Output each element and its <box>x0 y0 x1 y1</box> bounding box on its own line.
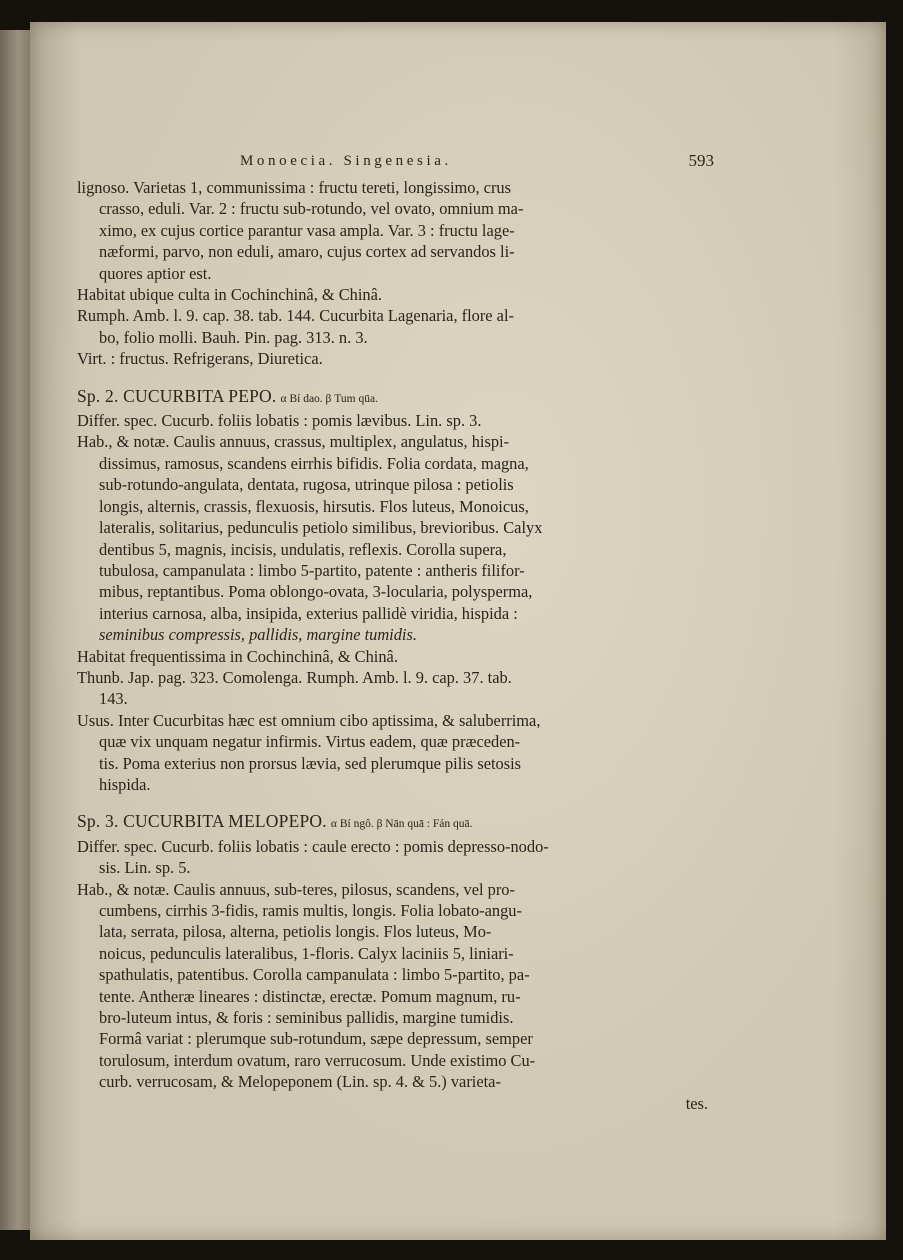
reference-line: bo, folio molli. Bauh. Pin. pag. 313. n. 3. <box>99 327 368 347</box>
species-3-line: noicus, pedunculis lateralibus, 1-floris. Calyx laciniis 5, liniari- <box>99 943 514 963</box>
species-3-line: cumbens, cirrhis 3-fidis, ramis multis, longis. Folia lobato-angu- <box>99 901 522 920</box>
species-3-heading-row <box>77 811 722 835</box>
page-number: 593 <box>688 151 714 170</box>
species-2-usus: quæ vix unquam negatur infirmis. Virtus eadem, quæ præceden- <box>99 732 521 752</box>
reference-line: Rumph. Amb. l. 9. cap. 38. tab. 144. Cucurbita Lagenaria, flore al- <box>77 306 514 326</box>
body-line: quores aptior est. <box>99 263 212 283</box>
page-body <box>77 177 722 1114</box>
body-line: ximo, ex cujus cortice parantur vasa ampla. Var. 3 : fructu lage- <box>99 220 515 240</box>
species-3-heading: Sp. 3. CUCURBITA MELOPEPO. <box>77 811 327 832</box>
species-3-vernacular: α Bí ngô. β Nān quā : Fán quā. <box>330 818 473 831</box>
species-3-line: bro-luteum intus, & foris : seminibus pallidis, margine tumidis. <box>99 1008 514 1028</box>
species-2-line: seminibus compressis, pallidis, margine tumidis. <box>99 625 417 645</box>
species-2-habitat: Habitat frequentissima in Cochinchinâ, & Chinâ. <box>77 646 398 666</box>
species-3-line: torulosum, interdum ovatum, raro verrucosum. Unde existimo Cu- <box>99 1050 536 1070</box>
species-2-heading: Sp. 2. CUCURBITA PEPO. <box>77 385 277 406</box>
species-2-line: sub-rotundo-angulata, dentata, rugosa, utrinque pilosa : petiolis <box>99 475 514 495</box>
page-sheet <box>30 22 886 1240</box>
species-2-reference: Thunb. Jap. pag. 323. Comolenga. Rumph. Amb. l. 9. cap. 37. tab. <box>77 667 512 687</box>
species-3-line: lata, serrata, pilosa, alterna, petiolis longis. Flos luteus, Mo- <box>99 922 492 942</box>
species-2-reference: 143. <box>99 689 128 709</box>
species-3-line: spathulatis, patentibus. Corolla campanulata : limbo 5-partito, pa- <box>99 965 530 985</box>
species-3-line: tente. Antheræ lineares : distinctæ, erectæ. Pomum magnum, ru- <box>99 986 521 1006</box>
running-head-title: Monoecia. Singenesia. <box>240 153 452 169</box>
species-3-line: Formâ variat : plerumque sub-rotundum, sæpe depressum, semper <box>99 1029 533 1049</box>
species-2-line: Differ. spec. Cucurb. foliis lobatis : pomis lævibus. Lin. sp. 3. <box>77 411 482 431</box>
species-2-line: longis, alternis, crassis, flexuosis, hirsutis. Flos luteus, Monoicus, <box>99 496 529 516</box>
body-line: crasso, eduli. Var. 2 : fructu sub-rotundo, vel ovato, omnium ma- <box>99 199 524 219</box>
virtue-line: Virt. : fructus. Refrigerans, Diuretica. <box>77 349 323 369</box>
species-2-vernacular: α Bí dao. β Tum qūa. <box>280 392 378 405</box>
species-3-line: sis. Lin. sp. 5. <box>99 858 191 878</box>
species-3-line: Hab., & notæ. Caulis annuus, sub-teres, pilosus, scandens, vel pro- <box>77 879 515 899</box>
body-line: næformi, parvo, non eduli, amaro, cujus cortex ad servandos li- <box>99 242 515 262</box>
previous-page-edge <box>0 30 32 1230</box>
species-2-line: dentibus 5, magnis, incisis, undulatis, reflexis. Corolla supera, <box>99 539 507 559</box>
species-3-line: Differ. spec. Cucurb. foliis lobatis : caule erecto : pomis depresso-nodo- <box>77 836 549 856</box>
species-2-usus: tis. Poma exterius non prorsus lævia, sed plerumque pilis setosis <box>99 753 522 773</box>
species-2-line: tubulosa, campanulata : limbo 5-partito, patente : antheris filifor- <box>99 560 525 580</box>
species-2-line: interius carnosa, alba, insipida, exterius pallidè viridia, hispida : <box>99 603 518 623</box>
running-head <box>240 153 720 170</box>
species-2-line: dissimus, ramosus, scandens eirrhis bifidis. Folia cordata, magna, <box>99 453 529 473</box>
species-2-usus: Usus. Inter Cucurbitas hæc est omnium cibo aptissima, & saluberrima, <box>77 710 541 730</box>
species-2-usus: hispida. <box>99 774 151 794</box>
body-line: lignoso. Varietas 1, communissima : fructu tereti, longissimo, crus <box>77 178 511 197</box>
species-2-line: mibus, reptantibus. Poma oblongo-ovata, 3-locularia, polysperma, <box>99 582 533 602</box>
species-2-line: Hab., & notæ. Caulis annuus, crassus, multiplex, angulatus, hispi- <box>77 432 510 452</box>
species-3-line: curb. verrucosam, & Melopeponem (Lin. sp. 4. & 5.) varieta- <box>99 1072 501 1092</box>
species-2-heading-row <box>77 386 722 410</box>
catchword: tes. <box>685 1093 708 1113</box>
habitat-line: Habitat ubique culta in Cochinchinâ, & Chinâ. <box>77 285 382 305</box>
species-2-line: lateralis, solitarius, pedunculis petiolo similibus, brevioribus. Calyx <box>99 518 543 538</box>
